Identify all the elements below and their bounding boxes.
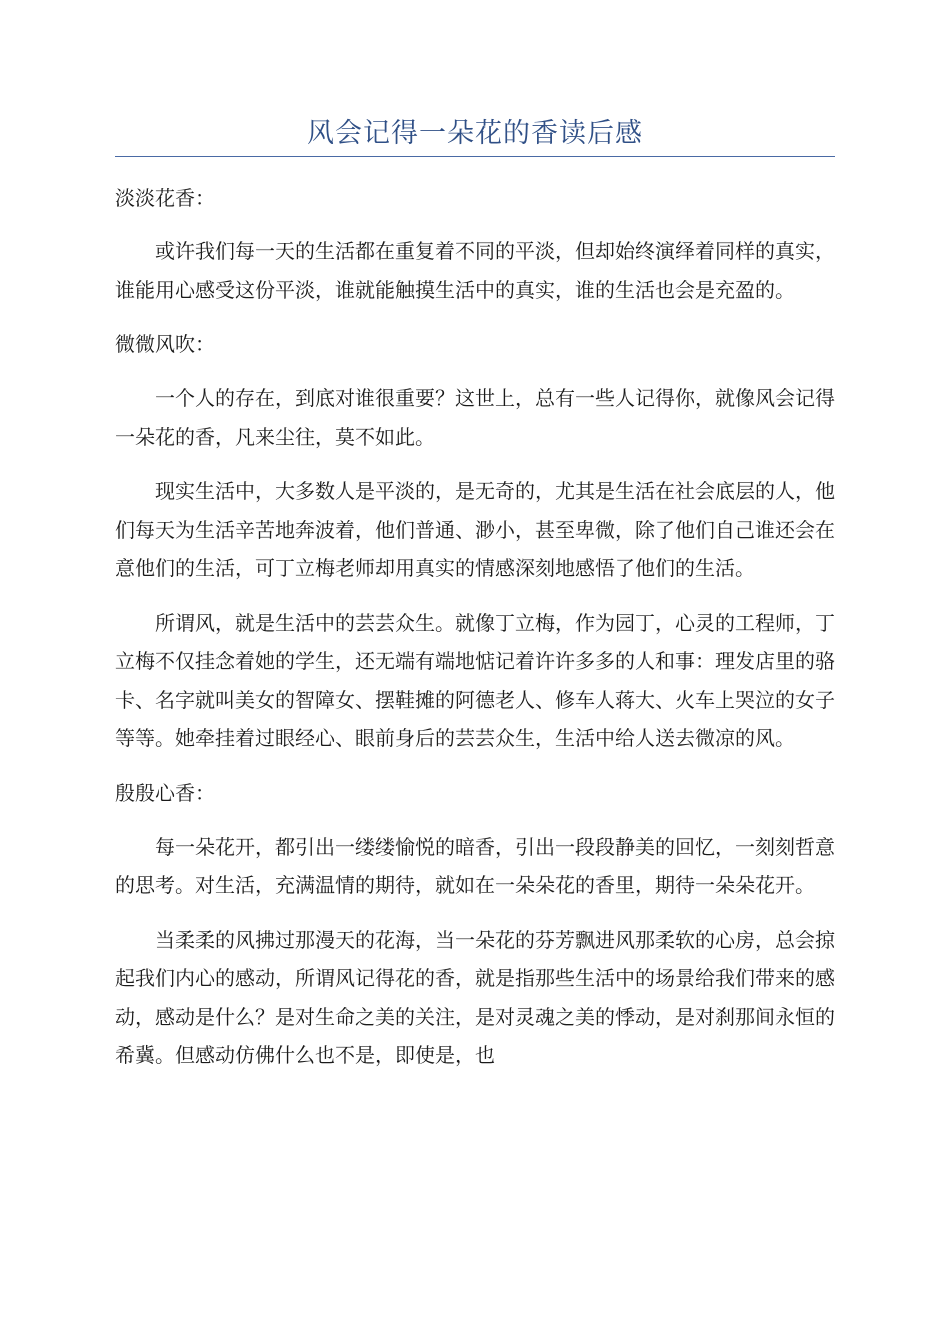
section-heading: 殷殷心香： [115,780,215,805]
paragraph: 每一朵花开，都引出一缕缕愉悦的暗香，引出一段段静美的回忆，一刻刻哲意的思考。对生活，充满温情的期待，就如在一朵朵花的香里，期待一朵朵花开。 [115,834,835,897]
paragraph: 或许我们每一天的生活都在重复着不同的平淡，但却始终演绎着同样的真实，谁能用心感受这份平淡，谁就能触摸生活中的真实，谁的生活也会是充盈的。 [115,239,835,302]
paragraph: 当柔柔的风拂过那漫天的花海，当一朵花的芬芳飘进风那柔软的心房，总会掠起我们内心的感动，所谓风记得花的香，就是指那些生活中的场景给我们带来的感动，感动是什么？是对生命之美的关注，是对灵魂之美的悸动，是对刹那间永恒的希冀。但感动仿佛什么也不是，即使是，也 [115,927,835,1067]
section-heading: 微微风吹： [115,332,215,356]
section-heading: 淡淡花香： [115,186,215,210]
paragraph: 现实生活中，大多数人是平淡的，是无奇的，尤其是生活在社会底层的人，他们每天为生活辛苦地奔波着，他们普通、渺小，甚至卑微，除了他们自己谁还会在意他们的生活，可丁立梅老师却用真实的情感深刻地感悟了他们的生活。 [115,479,835,580]
paragraph: 一个人的存在，到底对谁很重要？这世上，总有一些人记得你，就像风会记得一朵花的香，凡来尘往，莫不如此。 [115,386,835,449]
document-page [115,0,835,1075]
paragraph: 所谓风，就是生活中的芸芸众生。就像丁立梅，作为园丁，心灵的工程师，丁立梅不仅挂念着她的学生，还无端有端地惦记着许许多多的人和事：理发店里的骆卡、名字就叫美女的智障女、摆鞋摊的阿德老人、修车人蒋大、火车上哭泣的女子等等。她牵挂着过眼经心、眼前身后的芸芸众生，生活中给人送去微凉的风。 [115,610,835,750]
title-underline [115,156,835,157]
document-title: 风会记得一朵花的香读后感 [307,118,643,149]
